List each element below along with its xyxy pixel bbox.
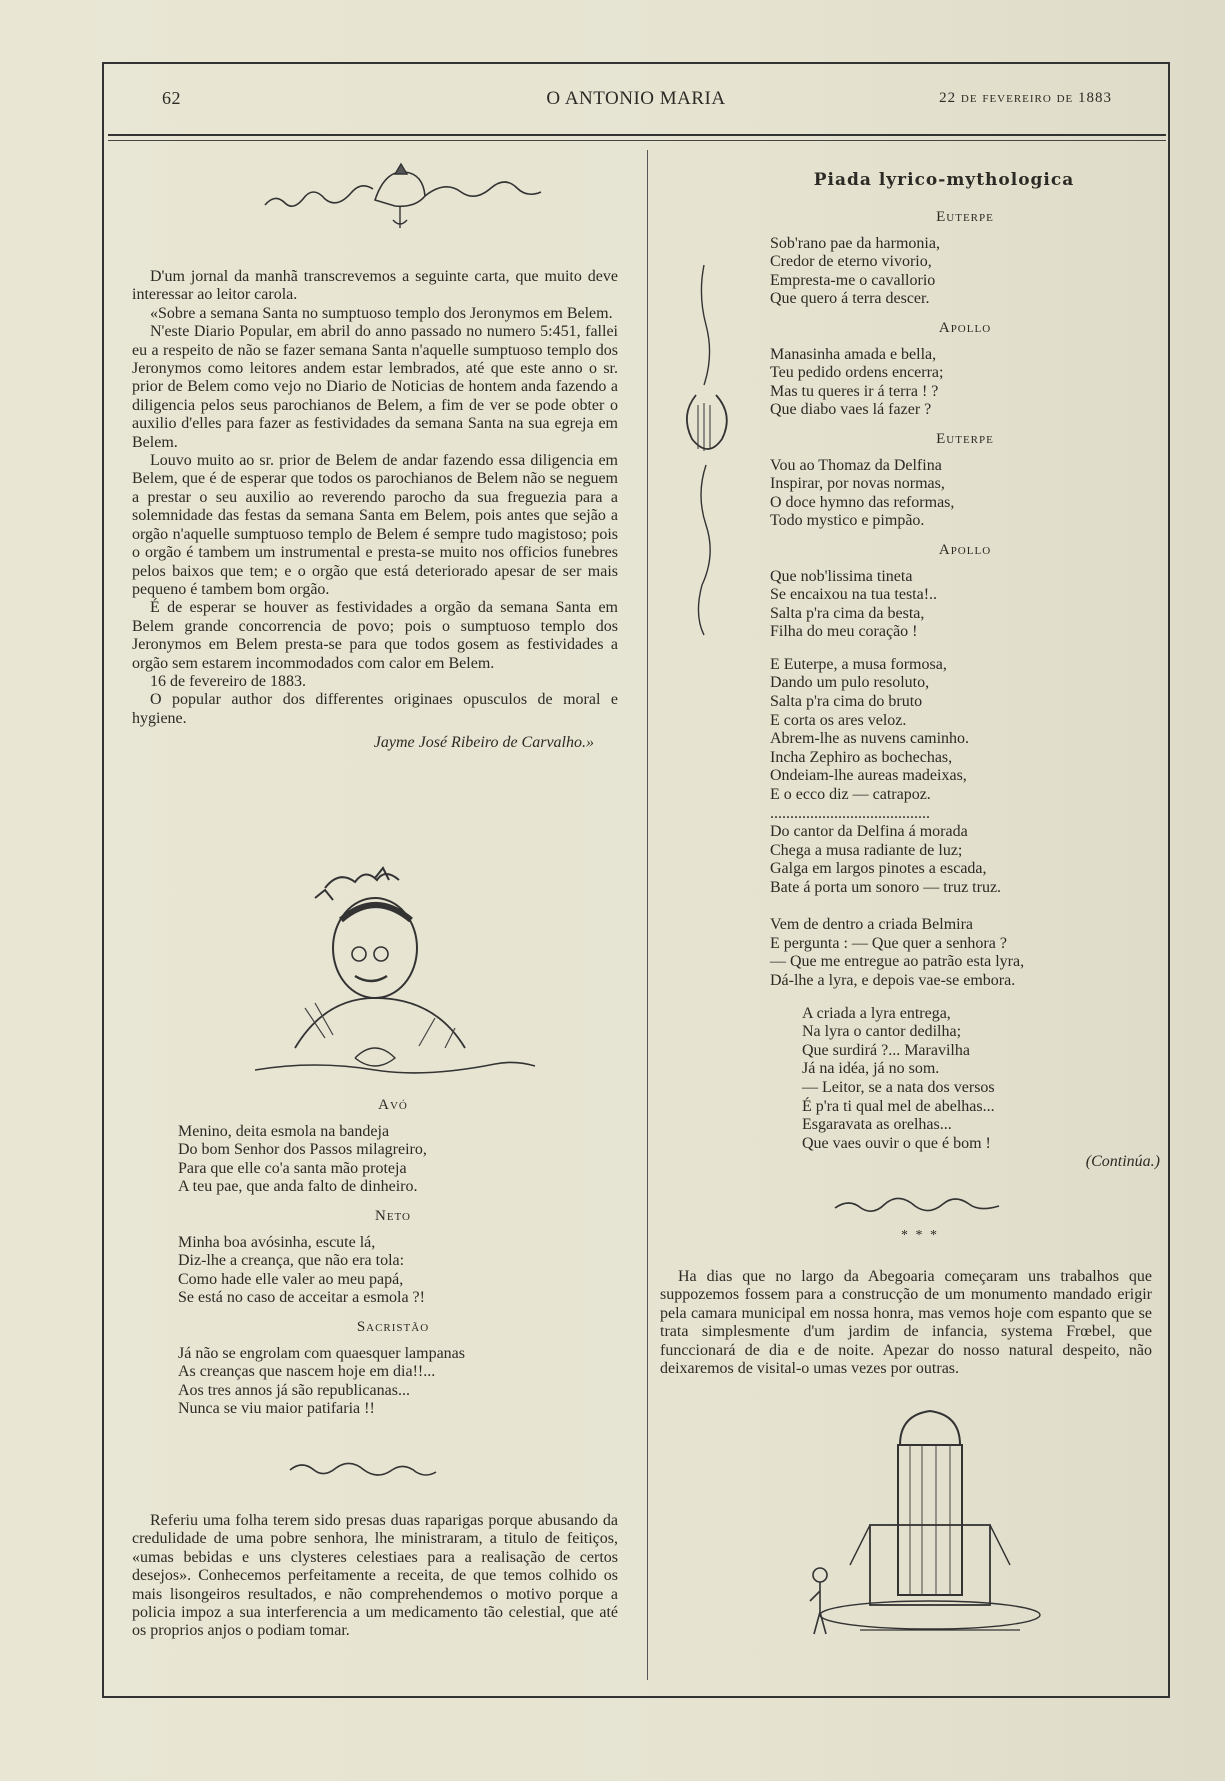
verse-line: Bate á porta um sonoro — truz truz. <box>770 879 1002 896</box>
dialogue-poem <box>178 1096 608 1419</box>
verse-line: Aos tres annos já são republicanas... <box>178 1381 410 1399</box>
speaker-label: Neto <box>374 1207 412 1224</box>
verse-line: Ondeiam-lhe aureas madeixas, <box>770 767 967 785</box>
verse-line: A teu pae, que anda falto de dinheiro. <box>178 1178 418 1196</box>
verse-line: Credor de eterno vivorio, <box>770 253 932 271</box>
verse-line: Sob'rano pae da harmonia, <box>770 234 940 252</box>
article-paragraph: Ha dias que no largo da Abegoaria começaram uns trabalhos que suppozemos fossem para a construcção de um monumento mandado erigir pela camara municipal em nossa honra, mas vemos hoje com espanto que se trata simplesmente d'um jardim de infancia, systema Frœbel, que funccionará de dia e de noite. Apezar do nosso natural despeito, não deixaremos de visital-o umas vezes por outras. <box>660 1268 1152 1378</box>
verse-line: E o ecco diz — catrapoz. <box>770 786 931 804</box>
verse-line: Que quero á terra descer. <box>770 290 930 308</box>
verse-line: As creanças que nascem hoje em dia!!... <box>178 1363 436 1381</box>
divider-ornament <box>285 1456 445 1482</box>
verse-line: Já na idéa, já no som. <box>802 1060 940 1078</box>
footer-rule <box>102 1696 1170 1698</box>
article-paragraph: Louvo muito ao sr. prior de Belem de andar fazendo essa diligencia em Belem, que é de esperar que todos os parochianos de Belem não se neguem a prestar o seu auxilio ao reverendo parocho da sua freguezia para a solemnidade das festas da semana Santa em Belem, pois antes que sejão a orgão n'aquelle sumptuoso templo de Belem é sempre tudo magistoso; pois o orgão é tambem um instrumental e presta-se muito nos officios funebres pelos baixos que tem; e o orgão que está deteriorado apesar de ser mais pequeno é tambem bom orgão. <box>132 452 618 598</box>
verse-line: Minha boa avósinha, escute lá, <box>178 1233 376 1251</box>
issue-date: 22 de fevereiro de 1883 <box>939 90 1112 106</box>
header-rule-thin <box>108 140 1166 141</box>
speaker-label: Apollo <box>938 541 992 558</box>
article-paragraph: «Sobre a semana Santa no sumptuoso templo dos Jeronymos em Belem. <box>150 304 613 322</box>
article-paragraph: 16 de fevereiro de 1883. <box>150 672 306 690</box>
verse-line: Mas tu queres ir á terra ! ? <box>770 382 939 400</box>
section-stars: * * * <box>901 1228 939 1243</box>
verse-line: Para que elle co'a santa mão proteja <box>178 1159 407 1177</box>
monument-illustration <box>800 1405 1060 1645</box>
header-rule <box>108 134 1166 136</box>
verse-line: Salta p'ra cima da besta, <box>770 604 925 622</box>
page-number: 62 <box>162 88 181 108</box>
verse-line: E Euterpe, a musa formosa, <box>770 655 947 673</box>
verse-line: Se encaixou na tua testa!.. <box>770 586 938 604</box>
continued-note: (Continúa.) <box>1085 1153 1160 1171</box>
verse-line: Do bom Senhor dos Passos milagreiro, <box>178 1141 427 1159</box>
verse-line: Chega a musa radiante de luz; <box>770 841 963 859</box>
verse-line: Galga em largos pinotes a escada, <box>770 860 987 878</box>
verse-line: Que surdirá ?... Maravilha <box>802 1041 970 1059</box>
speaker-label: Sacristão <box>356 1318 430 1335</box>
article-paragraph: D'um jornal da manhã transcrevemos a seguinte carta, que muito deve interessar ao leitor carola. <box>132 268 618 304</box>
verse-line: É p'ra ti qual mel de abelhas... <box>802 1097 995 1115</box>
left-bottom-article <box>132 1512 618 1641</box>
letter-signature: Jayme José Ribeiro de Carvalho.» <box>373 734 594 752</box>
article-paragraph: O popular author dos differentes originaes opusculos de moral e hygiene. <box>132 691 618 727</box>
verse-line: Vem de dentro a criada Belmira <box>770 916 974 934</box>
running-head <box>104 88 1168 116</box>
left-article <box>132 268 618 753</box>
verse-line: Inspirar, por novas normas, <box>770 475 945 493</box>
speaker-label: Apollo <box>938 319 992 336</box>
ornament-vignette <box>255 160 545 235</box>
verse-line: — Que me entregue ao patrão esta lyra, <box>770 953 1025 971</box>
verse-line: Que vaes ouvir o que é bom ! <box>802 1134 991 1152</box>
verse-line: Filha do meu coração ! <box>770 623 918 641</box>
lyre-decoration <box>676 255 736 645</box>
verse-line: Menino, deita esmola na bandeja <box>178 1122 390 1140</box>
verse-line: Já não se engrolam com quaesquer lampanas <box>178 1344 466 1362</box>
verse-line: Se está no caso de acceitar a esmola ?! <box>178 1289 425 1307</box>
verse-line: Abrem-lhe as nuvens caminho. <box>770 730 970 748</box>
verse-line: Que diabo vaes lá fazer ? <box>770 401 932 419</box>
verse-line: Salta p'ra cima do bruto <box>770 693 923 711</box>
verse-line: O doce hymno das reformas, <box>770 493 955 511</box>
piada-poem <box>770 208 1160 1172</box>
verse-line: Empresta-me o cavallorio <box>770 271 936 289</box>
verse-line: Dá-lhe a lyra, e depois vae-se embora. <box>770 971 1016 989</box>
speaker-label: Euterpe <box>936 430 994 447</box>
verse-line: Que nob'lissima tineta <box>770 567 913 585</box>
speaker-label: Avó <box>378 1097 408 1113</box>
verse-line: ........................................ <box>770 804 930 822</box>
verse-line: Na lyra o cantor dedilha; <box>802 1023 962 1041</box>
article-paragraph: Referiu uma folha terem sido presas duas raparigas porque abusando da credulidade de uma pobre senhora, lhe ministraram, a titulo de feitiços, «umas bebidas e uns clysteres celestiaes para a realisação de certos desejos». Conhecemos perfeitamente a receita, de que temos colhido os mais lisongeiros resultados, e não comprehendemos o motivo porque a policia impoz a sua interferencia a um medicamento tão celestial, que até os proprios anjos o podiam tomar. <box>132 1512 618 1640</box>
verse-line: Diz-lhe a creança, que não era tola: <box>178 1252 405 1270</box>
verse-line: Do cantor da Delfina á morada <box>770 823 968 841</box>
verse-line: Vou ao Thomaz da Delfina <box>770 456 942 474</box>
divider-ornament <box>830 1192 1010 1220</box>
verse-line: — Leitor, se a nata dos versos <box>802 1078 995 1096</box>
caricature-illustration <box>255 858 545 1083</box>
verse-line: E pergunta : — Que quer a senhora ? <box>770 934 1007 952</box>
article-paragraph: N'este Diario Popular, em abril do anno passado no numero 5:451, fallei eu a respeito de não se fazer semana Santa n'aquelle sumptuoso templo dos Jeronymos como leitores andem estar lembrados, até que este anno o sr. prior de Belem como vejo no Diario de Noticias de hontem anda fazendo a diligencia pelos seus parochianos de Belem, a fim de ver se pode obter o auxilio d'elles para fazer as festividades da semana Santa na sua egreja em Belem. <box>132 323 618 451</box>
verse-line <box>770 898 1160 917</box>
verse-line: A criada a lyra entrega, <box>802 1004 951 1022</box>
speaker-label: Euterpe <box>936 209 994 225</box>
verse-line: Todo mystico e pimpão. <box>770 512 925 530</box>
verse-line: Incha Zephiro as bochechas, <box>770 748 953 766</box>
verse-line: E corta os ares veloz. <box>770 711 907 729</box>
right-bottom-article <box>660 1268 1152 1378</box>
verse-line: Como hade elle valer ao meu papá, <box>178 1270 404 1288</box>
publication-title: O ANTONIO MARIA <box>546 88 726 109</box>
article-paragraph: É de esperar se houver as festividades a orgão da semana Santa em Belem grande concorrencia de povo; pois o sumptuoso templo dos Jeronymos em Belem presta-se para que todos gosem as festividades a orgão sem estarem incommodados com calor em Belem. <box>132 599 618 672</box>
verse-line: Nunca se viu maior patifaria !! <box>178 1400 375 1418</box>
verse-line: Manasinha amada e bella, <box>770 345 937 363</box>
verse-line: Teu pedido ordens encerra; <box>770 364 944 382</box>
verse-line: Esgaravata as orelhas... <box>802 1116 952 1134</box>
verse-line: Dando um pulo resoluto, <box>770 674 930 692</box>
column-divider <box>647 150 648 1680</box>
poem-title: Piada lyrico-mythologica <box>813 170 1075 190</box>
